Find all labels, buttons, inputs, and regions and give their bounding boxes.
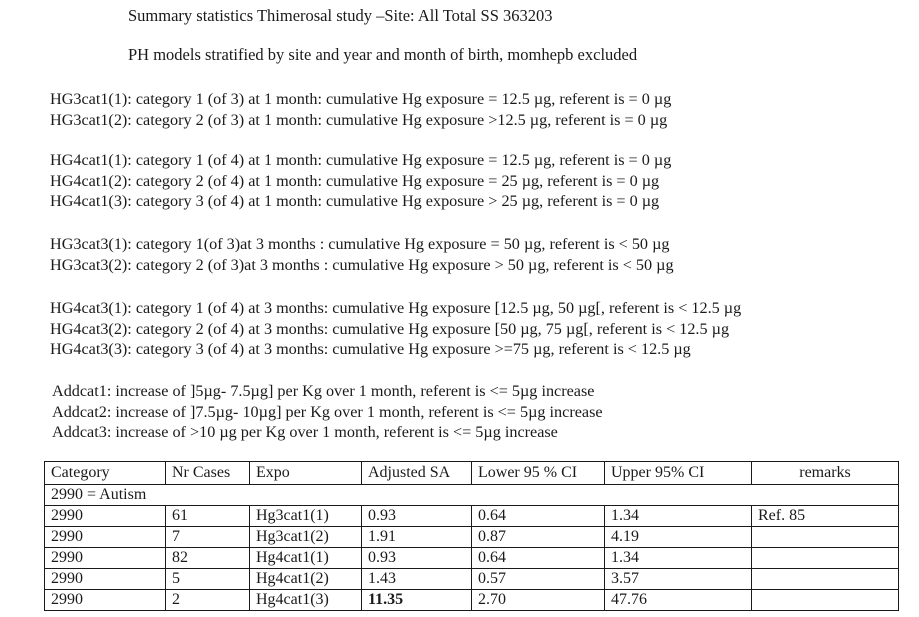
cell-nr-cases: 61: [166, 506, 250, 527]
cell-lower-ci: 0.64: [472, 506, 605, 527]
cell-nr-cases: 2: [166, 590, 250, 611]
cell-category: 2990: [45, 569, 166, 590]
definition-line: HG4cat3(1): category 1 (of 4) at 3 months: cumulative Hg exposure [12.5 µg, 50 µg[, referent is < 12.5 µg: [50, 299, 742, 317]
definition-line: Addcat1: increase of ]5µg- 7.5µg] per Kg over 1 month, referent is <= 5µg increase: [52, 382, 595, 400]
column-header-adjusted-sa: Adjusted SA: [362, 462, 472, 485]
column-header-upper-ci: Upper 95% CI: [605, 462, 752, 485]
cell-expo: Hg4cat1(3): [250, 590, 362, 611]
cell-category: 2990: [45, 506, 166, 527]
table-row: [45, 506, 899, 527]
definition-line: HG3cat1(2): category 2 (of 3) at 1 month: cumulative Hg exposure >12.5 µg, referent is = 0 µg: [50, 110, 668, 129]
cell-adjusted-sa: 1.91: [362, 527, 472, 548]
column-header-expo: Expo: [250, 462, 362, 485]
definition-line: HG4cat1(3): category 3 (of 4) at 1 month: cumulative Hg exposure > 25 µg, referent is = 0 µg: [50, 192, 660, 210]
cell-adjusted-sa: 1.43: [362, 569, 472, 590]
definition-line: Addcat2: increase of ]7.5µg- 10µg] per Kg over 1 month, referent is <= 5µg increase: [52, 402, 603, 421]
table-row: [45, 548, 899, 569]
cell-lower-ci: 0.87: [472, 527, 605, 548]
cell-nr-cases: 82: [166, 548, 250, 569]
cell-lower-ci: 0.57: [472, 569, 605, 590]
table-header-row: [45, 462, 899, 485]
table-section-row: [45, 485, 899, 506]
section-label: 2990 = Autism: [45, 485, 899, 506]
cell-upper-ci: 1.34: [605, 506, 752, 527]
definitions-hg4cat1: [50, 150, 671, 212]
cell-category: 2990: [45, 527, 166, 548]
cell-upper-ci: 47.76: [605, 590, 752, 611]
cell-remarks: [752, 548, 899, 569]
cell-category: 2990: [45, 548, 166, 569]
cell-category: 2990: [45, 590, 166, 611]
definition-line: HG3cat3(2): category 2 (of 3)at 3 months : cumulative Hg exposure > 50 µg, referent is < 50 µg: [50, 255, 674, 274]
cell-remarks: [752, 569, 899, 590]
cell-lower-ci: 2.70: [472, 590, 605, 611]
definition-line: HG3cat3(1): category 1(of 3)at 3 months : cumulative Hg exposure = 50 µg, referent is < 50 µg: [50, 235, 670, 253]
column-header-lower-ci: Lower 95 % CI: [472, 462, 605, 485]
cell-expo: Hg4cat1(2): [250, 569, 362, 590]
definition-line: HG3cat1(1): category 1 (of 3) at 1 month: cumulative Hg exposure = 12.5 µg, referent is = 0 µg: [50, 90, 672, 108]
cell-remarks: [752, 590, 899, 611]
document-subtitle: PH models stratified by site and year and month of birth, momhepb excluded: [128, 45, 638, 64]
cell-expo: Hg3cat1(2): [250, 527, 362, 548]
table-row: [45, 590, 899, 611]
column-header-nr-cases: Nr Cases: [166, 462, 250, 485]
cell-upper-ci: 1.34: [605, 548, 752, 569]
column-header-category: Category: [45, 462, 166, 485]
definition-line: HG4cat3(2): category 2 (of 4) at 3 months: cumulative Hg exposure [50 µg, 75 µg[, referent is < 12.5 µg: [50, 319, 730, 338]
definition-line: HG4cat1(2): category 2 (of 4) at 1 month: cumulative Hg exposure = 25 µg, referent is = 0 µg: [50, 171, 660, 190]
cell-upper-ci: 3.57: [605, 569, 752, 590]
column-header-remarks: remarks: [752, 462, 899, 485]
definition-line: HG4cat1(1): category 1 (of 4) at 1 month: cumulative Hg exposure = 12.5 µg, referent is = 0 µg: [50, 151, 672, 169]
table-row: [45, 569, 899, 590]
cell-nr-cases: 5: [166, 569, 250, 590]
cell-expo: Hg4cat1(1): [250, 548, 362, 569]
cell-remarks: Ref. 85: [752, 506, 899, 527]
cell-upper-ci: 4.19: [605, 527, 752, 548]
cell-expo: Hg3cat1(1): [250, 506, 362, 527]
definitions-hg3cat3: [50, 234, 674, 275]
cell-nr-cases: 7: [166, 527, 250, 548]
definition-line: Addcat3: increase of >10 µg per Kg over 1 month, referent is <= 5µg increase: [52, 423, 558, 441]
cell-adjusted-sa: 11.35: [362, 590, 472, 611]
definitions-hg3cat1: [50, 89, 671, 130]
document-title: Summary statistics Thimerosal study –Site: All Total SS 363203: [128, 6, 553, 25]
definitions-hg4cat3: [50, 298, 741, 360]
definition-line: HG4cat3(3): category 3 (of 4) at 3 months: cumulative Hg exposure >=75 µg, referent is < 12.5 µg: [50, 340, 691, 358]
cell-remarks: [752, 527, 899, 548]
results-table: [44, 461, 899, 611]
cell-lower-ci: 0.64: [472, 548, 605, 569]
cell-adjusted-sa: 0.93: [362, 506, 472, 527]
cell-adjusted-sa: 0.93: [362, 548, 472, 569]
definitions-addcat: [52, 381, 603, 443]
table-row: [45, 527, 899, 548]
